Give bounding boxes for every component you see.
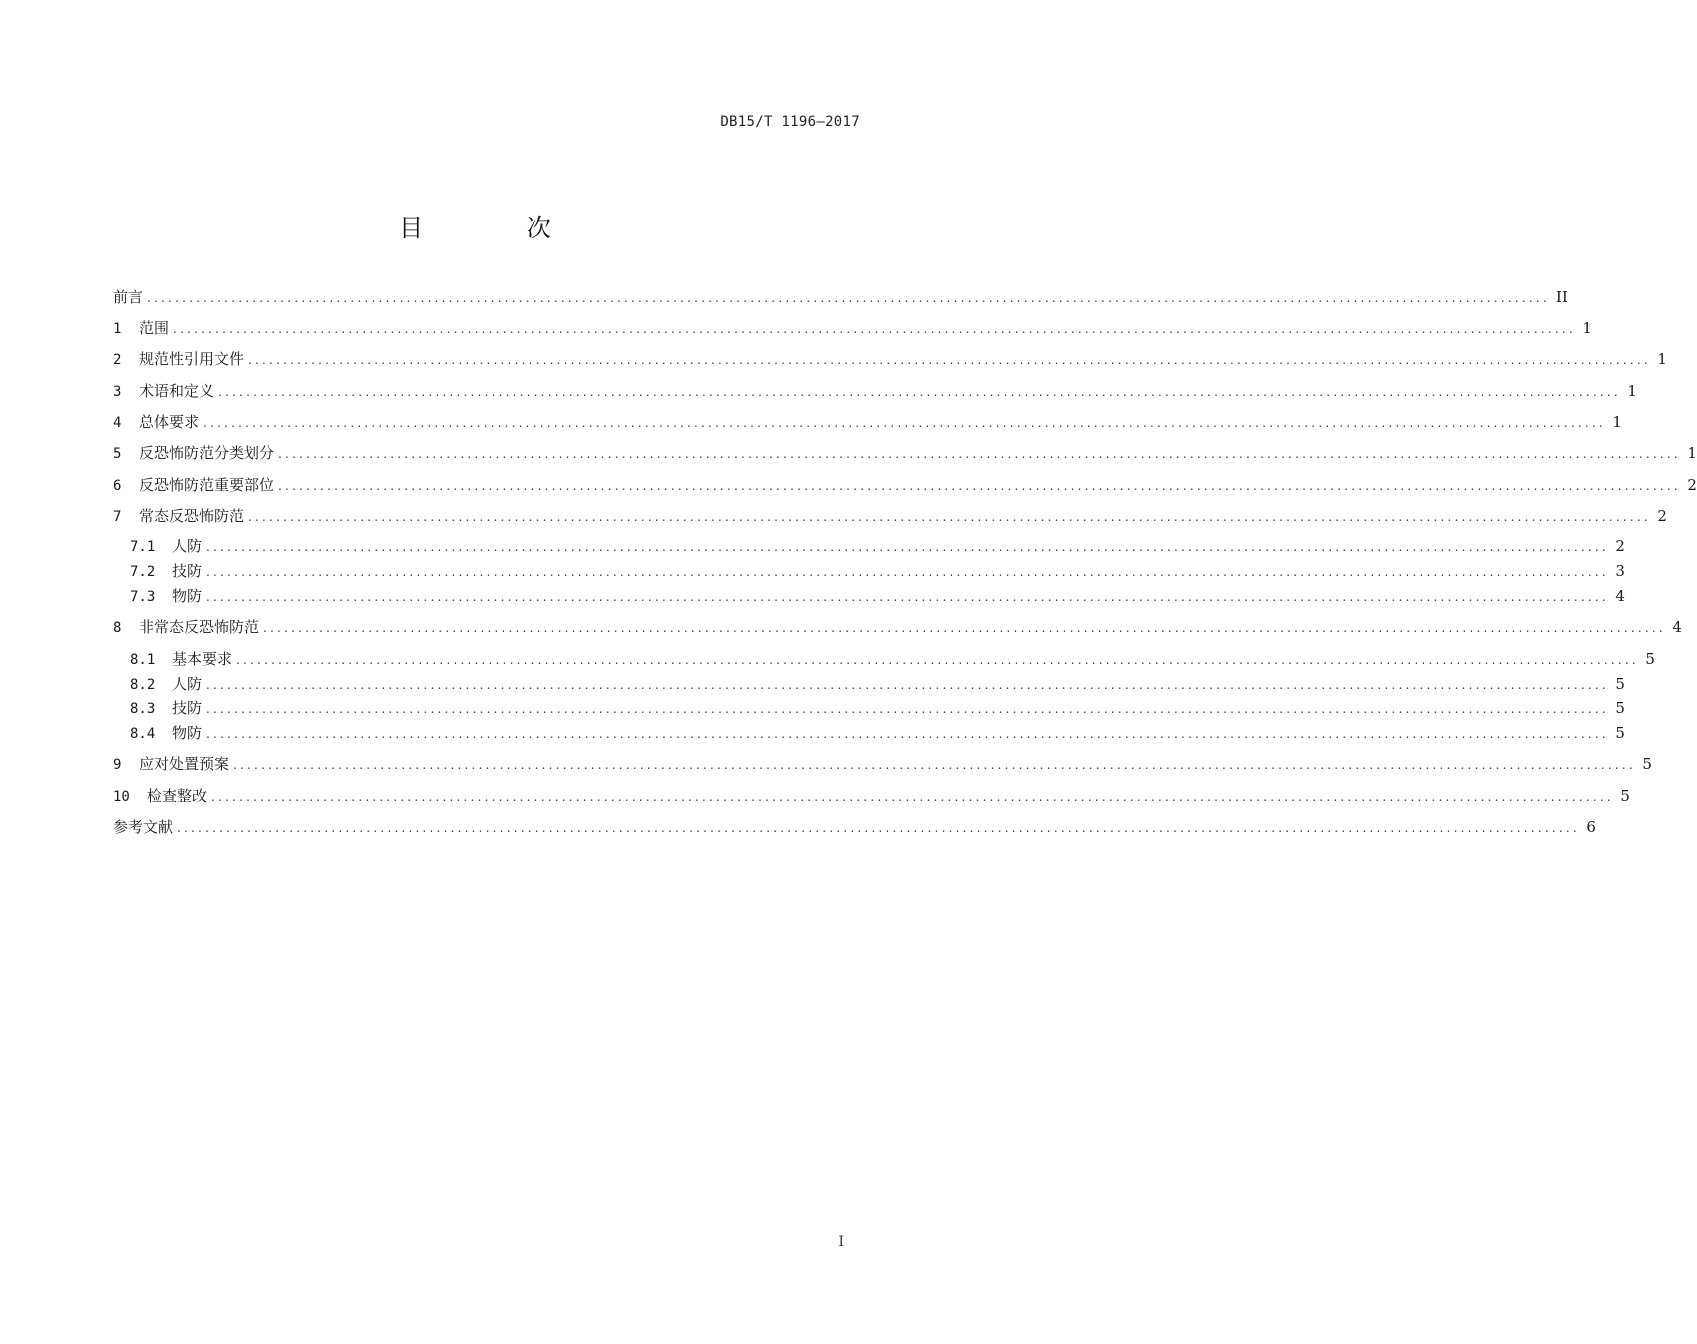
toc-leader-dots: ........................................................................................................................................................................................................ (248, 510, 1651, 524)
toc-entry-page: 5 (1615, 724, 1625, 742)
toc-entry[interactable] (130, 721, 1625, 745)
toc-entry[interactable] (130, 584, 1625, 608)
toc-leader-dots: ........................................................................................................................................................................................................ (233, 758, 1636, 772)
toc-entry-label: 非常态反恐怖防范 (139, 618, 260, 636)
toc-entry-number: 7.3 (130, 589, 156, 605)
toc-entry[interactable] (113, 347, 1667, 371)
toc-entry-page: 1 (1582, 319, 1592, 337)
toc-entry-label: 人防 (172, 675, 203, 693)
page-number: I (838, 1234, 844, 1250)
toc-leader-dots: ........................................................................................................................................................................................................ (206, 702, 1609, 716)
toc-entry-label: 规范性引用文件 (139, 350, 245, 368)
toc-entry-label: 总体要求 (139, 413, 200, 431)
toc-entry-page: 5 (1642, 755, 1652, 773)
toc-leader-dots: ........................................................................................................................................................................................................ (177, 821, 1580, 835)
toc-entry-page: II (1555, 288, 1568, 306)
toc-entry-page: 4 (1615, 587, 1625, 605)
toc-entry[interactable] (113, 615, 1682, 639)
toc-leader-dots: ........................................................................................................................................................................................................ (248, 353, 1651, 367)
toc-leader-dots: ........................................................................................................................................................................................................ (147, 291, 1550, 305)
toc-entry-page: 5 (1645, 650, 1655, 668)
toc-entry-label: 检查整改 (147, 787, 208, 805)
toc-entry-number: 3 (113, 384, 122, 400)
toc-entry-number: 7 (113, 509, 122, 525)
toc-entry-page: 1 (1612, 413, 1622, 431)
toc-entry-number: 4 (113, 415, 122, 431)
toc-leader-dots: ........................................................................................................................................................................................................ (173, 322, 1576, 336)
toc-leader-dots: ........................................................................................................................................................................................................ (206, 565, 1609, 579)
toc-entry[interactable] (130, 696, 1625, 720)
toc-entry-label: 参考文献 (113, 818, 174, 836)
toc-entry[interactable] (113, 410, 1622, 434)
document-code: DB15/T 1196—2017 (720, 114, 860, 130)
toc-entry-label: 反恐怖防范重要部位 (139, 476, 275, 494)
toc-entry[interactable] (113, 473, 1697, 497)
toc-entry-page: 2 (1687, 476, 1697, 494)
toc-entry-number: 1 (113, 321, 122, 337)
toc-entry-number: 6 (113, 478, 122, 494)
toc-entry-page: 1 (1687, 444, 1697, 462)
toc-entry[interactable] (130, 534, 1625, 558)
toc-entry-label: 常态反恐怖防范 (139, 507, 245, 525)
toc-entry[interactable] (113, 752, 1652, 776)
toc-leader-dots: ........................................................................................................................................................................................................ (206, 727, 1609, 741)
toc-entry-page: 1 (1657, 350, 1667, 368)
toc-leader-dots: ........................................................................................................................................................................................................ (206, 540, 1609, 554)
toc-entry-page: 4 (1672, 618, 1682, 636)
toc-entry-label: 应对处置预案 (139, 755, 230, 773)
toc-entry-number: 8.2 (130, 677, 156, 693)
toc-entry[interactable] (130, 672, 1625, 696)
toc-entry-number: 5 (113, 446, 122, 462)
toc-entry-number: 8.4 (130, 726, 156, 742)
toc-entry[interactable] (113, 504, 1667, 528)
toc-leader-dots: ........................................................................................................................................................................................................ (206, 678, 1609, 692)
toc-entry-page: 5 (1615, 699, 1625, 717)
toc-entry-label: 物防 (172, 587, 203, 605)
toc-entry-label: 人防 (172, 537, 203, 555)
toc-leader-dots: ........................................................................................................................................................................................................ (211, 790, 1614, 804)
toc-entry-page: 3 (1615, 562, 1625, 580)
toc-entry[interactable] (113, 316, 1592, 340)
toc-entry-number: 8 (113, 620, 122, 636)
toc-entry[interactable] (113, 815, 1596, 839)
page-title: 目 次 (399, 214, 599, 242)
toc-entry-label: 物防 (172, 724, 203, 742)
toc-leader-dots: ........................................................................................................................................................................................................ (218, 385, 1621, 399)
toc-entry-label: 术语和定义 (139, 382, 215, 400)
toc-entry-label: 反恐怖防范分类划分 (139, 444, 275, 462)
toc-entry-page: 2 (1657, 507, 1667, 525)
toc-entry-page: 5 (1615, 675, 1625, 693)
toc-entry-label: 技防 (172, 562, 203, 580)
toc-entry-label: 范围 (139, 319, 170, 337)
toc-entry[interactable] (113, 441, 1697, 465)
toc-entry-label: 技防 (172, 699, 203, 717)
toc-entry-number: 10 (113, 789, 130, 805)
toc-leader-dots: ........................................................................................................................................................................................................ (278, 447, 1681, 461)
toc-entry-label: 基本要求 (172, 650, 233, 668)
toc-leader-dots: ........................................................................................................................................................................................................ (206, 590, 1609, 604)
toc-leader-dots: ........................................................................................................................................................................................................ (203, 416, 1606, 430)
toc-entry[interactable] (113, 784, 1630, 808)
toc-entry-page: 6 (1586, 818, 1596, 836)
toc-entry-number: 2 (113, 352, 122, 368)
toc-entry-page: 5 (1620, 787, 1630, 805)
toc-entry[interactable] (130, 647, 1655, 671)
toc-entry[interactable] (113, 379, 1637, 403)
toc-leader-dots: ........................................................................................................................................................................................................ (263, 621, 1666, 635)
toc-entry[interactable] (113, 285, 1568, 309)
toc-leader-dots: ........................................................................................................................................................................................................ (278, 479, 1681, 493)
toc-entry-page: 2 (1615, 537, 1625, 555)
toc-entry-label: 前言 (113, 288, 144, 306)
toc-leader-dots: ........................................................................................................................................................................................................ (236, 653, 1639, 667)
toc-entry-number: 7.2 (130, 564, 156, 580)
toc-entry-page: 1 (1627, 382, 1637, 400)
toc-entry-number: 8.1 (130, 652, 156, 668)
toc-entry-number: 7.1 (130, 539, 156, 555)
toc-entry[interactable] (130, 559, 1625, 583)
toc-entry-number: 8.3 (130, 701, 156, 717)
toc-entry-number: 9 (113, 757, 122, 773)
